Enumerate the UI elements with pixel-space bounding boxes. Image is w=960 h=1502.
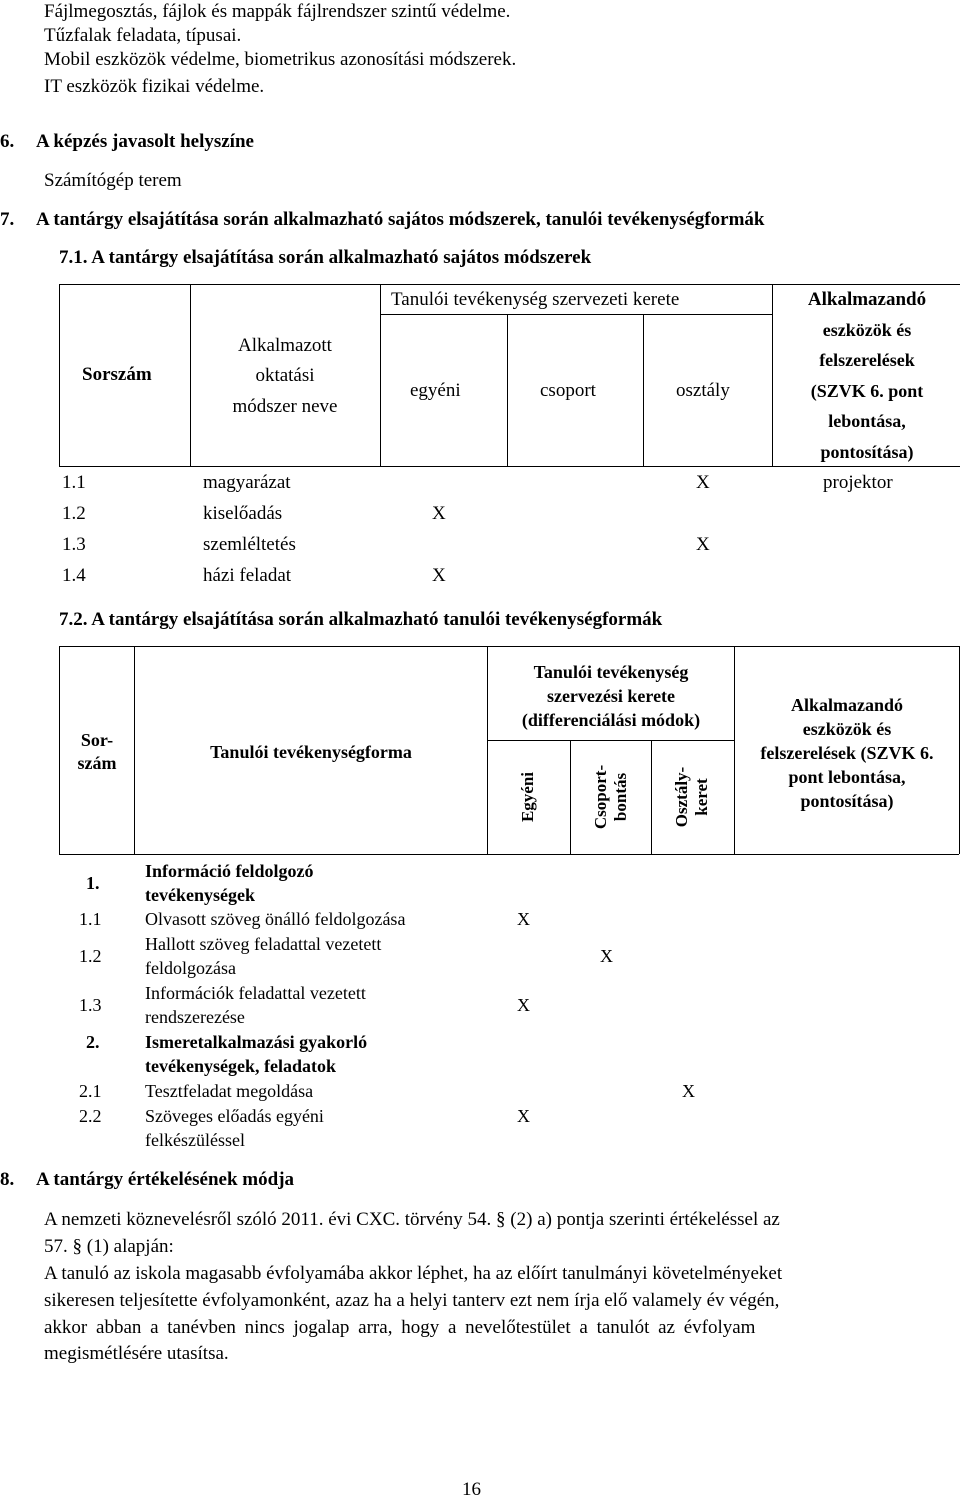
header-tools: pontosítása) [800,791,894,811]
paragraph-line: 57. § (1) alapján: [44,1236,174,1257]
section-6-number: 6. [0,131,15,152]
section-8-title: A tantárgy értékelésének módja [36,1169,295,1190]
header-tools: (SZVK 6. pont [810,381,924,401]
header-tools: lebontása, [828,411,906,431]
row-mark-csoport: X [600,946,613,966]
row-mark-egyeni: X [517,1106,530,1126]
header-form: Tanulói tevékenységforma [210,742,412,762]
header-method: módszer neve [232,396,338,417]
row-method: kiselőadás [203,503,283,524]
row-mark-osztaly: X [696,534,710,555]
row-number: 2.1 [79,1081,102,1101]
section-7-1-title: 7.1. A tantárgy elsajátítása során alkalmazható sajátos módszerek [59,247,592,268]
header-frame: Tanulói tevékenység szervezeti kerete [391,289,680,310]
row-activity: Olvasott szöveg önálló feldolgozása [145,909,406,929]
header-csoport-line2: bontás [611,772,630,822]
row-mark-osztaly: X [696,472,710,493]
header-tools: pont lebontása, [788,767,906,787]
row-number: 1.2 [79,946,102,966]
section-8-number: 8. [0,1169,15,1190]
row-number: 1.2 [62,503,86,524]
row-method: házi feladat [203,565,292,586]
list-item: Fájlmegosztás, fájlok és mappák fájlrendszer szintű védelme. [44,1,511,22]
paragraph-line: sikeresen teljesítette évfolyamonként, azaz ha a helyi tanterv ezt nem írja elő valamely év végén, [44,1290,780,1311]
section-7-2-title: 7.2. A tantárgy elsajátítása során alkalmazható tanulói tevékenységformák [59,609,663,630]
row-activity: rendszerezése [145,1007,245,1027]
row-activity: tevékenységek [145,885,255,905]
section-6-title: A képzés javasolt helyszíne [36,131,254,152]
page-number: 16 [462,1479,481,1500]
header-egyeni: Egyéni [518,771,537,823]
list-item: IT eszközök fizikai védelme. [44,76,265,97]
header-osztaly [672,737,712,857]
row-number: 2. [86,1032,100,1052]
row-number: 1.3 [62,534,86,555]
row-number: 1. [86,873,100,893]
row-mark-osztaly: X [682,1081,695,1101]
row-number: 1.1 [62,472,86,493]
header-tools: Alkalmazandó [790,695,904,715]
section-6-body: Számítógép terem [44,170,182,191]
row-activity: Információk feladattal vezetett [145,983,366,1003]
header-method: Alkalmazott [238,335,332,356]
row-activity: Információ feldolgozó [145,861,314,881]
header-frame: Tanulói tevékenység [533,662,689,682]
row-activity: Ismeretalkalmazási gyakorló [145,1032,368,1052]
row-mark-egyeni: X [432,565,446,586]
list-item: Mobil eszközök védelme, biometrikus azonosítási módszerek. [44,49,517,70]
row-tools: projektor [823,472,893,493]
header-frame: szervezési kerete [546,686,676,706]
header-tools: felszerelések [819,350,915,370]
row-mark-egyeni: X [517,909,530,929]
row-number: 1.1 [79,909,102,929]
header-tools: Alkalmazandó [807,289,927,310]
section-7-number: 7. [0,209,15,230]
header-sorszam: Sor- [80,730,114,750]
header-sorszam: szám [77,753,117,773]
row-activity: Szöveges előadás egyéni [145,1106,324,1126]
header-csoport-line1: Csoport- [591,764,610,830]
row-activity: tevékenységek, feladatok [145,1056,336,1076]
header-sorszam: Sorszám [82,364,152,385]
list-item: Tűzfalak feladata, típusai. [44,25,242,46]
header-tools: felszerelések (SZVK 6. [760,743,934,763]
row-activity: felkészüléssel [145,1130,245,1150]
header-tools: pontosítása) [820,442,914,462]
row-activity: Hallott szöveg feladattal vezetett [145,934,382,954]
header-osztaly-line1: Osztály- [672,766,691,828]
header-csoport [591,737,631,857]
row-number: 2.2 [79,1106,102,1126]
header-frame: (differenciálási módok) [521,710,701,730]
header-tools: eszközök és [822,320,912,340]
row-mark-egyeni: X [517,995,530,1015]
row-number: 1.4 [62,565,86,586]
header-method: oktatási [255,365,315,386]
header-csoport: csoport [540,380,596,401]
header-egyeni: egyéni [410,380,461,401]
row-number: 1.3 [79,995,102,1015]
header-tools: eszközök és [802,719,892,739]
paragraph-line: A tanuló az iskola magasabb évfolyamába akkor léphet, ha az előírt tanulmányi követelményeket [44,1263,783,1284]
paragraph-line: megismétlésére utasítsa. [44,1343,229,1364]
row-activity: feldolgozása [145,958,236,978]
paragraph-line: A nemzeti köznevelésről szóló 2011. évi CXC. törvény 54. § (2) a) pontja szerinti értékeléssel az [44,1209,780,1230]
header-osztaly-line2: keret [692,778,711,816]
row-method: szemléltetés [203,534,296,555]
row-mark-egyeni: X [432,503,446,524]
row-activity: Tesztfeladat megoldása [145,1081,314,1101]
header-osztaly: osztály [676,380,730,401]
section-7-title: A tantárgy elsajátítása során alkalmazható sajátos módszerek, tanulói tevékenységformák [36,209,765,230]
row-method: magyarázat [203,472,291,493]
paragraph-line: akkor abban a tanévben nincs jogalap arra, hogy a nevelőtestület a tanulót az évfolyam [44,1317,756,1338]
